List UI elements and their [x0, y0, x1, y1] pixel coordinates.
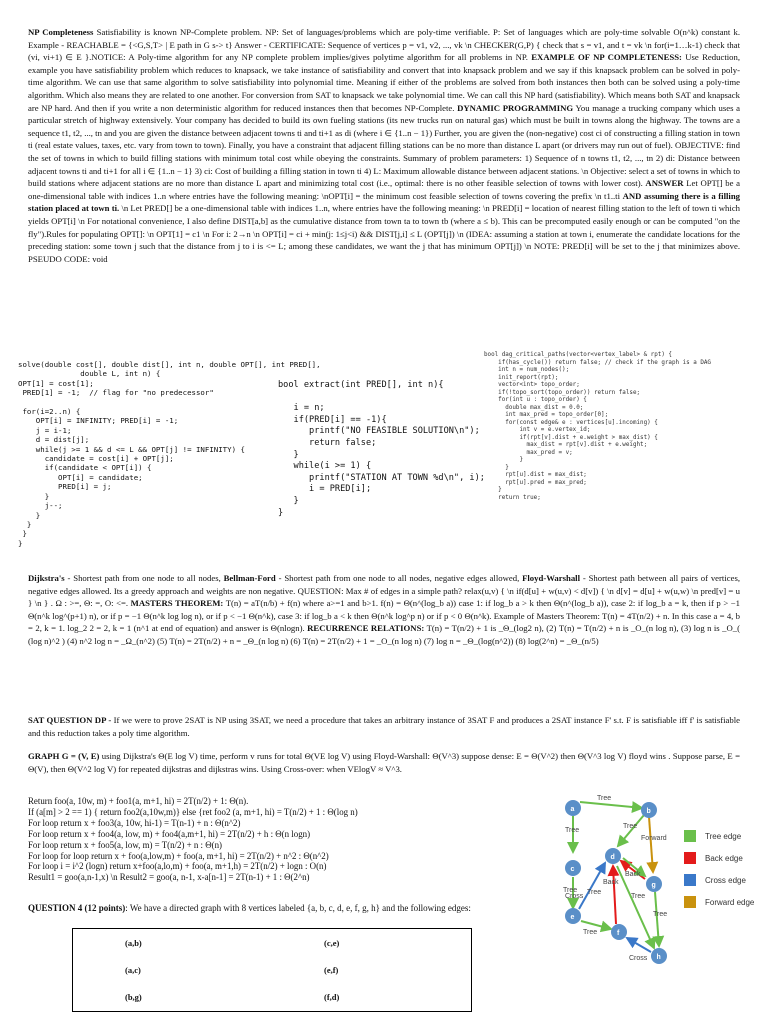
question-4-heading: QUESTION 4 (12 points): [28, 903, 126, 913]
solve-code-block: solve(double cost[], double dist[], int n, double OPT[], int PRED[], double L, int n) { OPT[1] = cost[1]; PRED[1] = -1; // flag for "no predecessor" for(i=2..n) { OPT[i] = INFINITY; PRED[i] = -1; j = i-1; d = dist[j]; while(j >= 1 && d <= L && OPT[j] != INFINITY) { candidate = cost[i] + OPT[j]; if(candidate < OPT[i]) { OPT[i] = candidate; PRED[i] = j; } j--; } } } }: [18, 360, 321, 548]
graph-text: using Dijkstra's Θ(E log V) time, perform v runs for total Θ(VE log V) using Floyd-Warshall: Θ(V^3) suppose dense: E = Θ(V^2) then Θ(V^3 log V) floyd wins . Suppose parse, E = Θ(V), then Θ(V^2 log V) for repeated dijkstras and dijkstras wins. Using Cross-over: when VElogV ≈ V^3.: [28, 751, 740, 774]
edge-label: Back: [625, 871, 641, 878]
recurrence-relations-heading: RECURRENCE RELATIONS:: [307, 623, 425, 634]
dijkstra-heading: Dijkstra's: [28, 573, 65, 583]
edge-cell: (a,b): [125, 937, 142, 948]
recurrence-line: For loop return x + foo4(a, low, m) + foo4(a,m+1, hi) = 2T(n/2) + h : Θ(n logn): [28, 828, 311, 839]
dp-body-3: You manage a trucking company which uses a particular stretch of highway extensively. Your company has decided to build its own fueling stations (its new trucks run on natural gas) which must be built in towns along the highway. The towns are a sequence t1, t2, ..., tn and you are given the distance between adjacent towns ti and ti+1 as di (where i ∈ {1..n − 1}) Further, you are given the (non-negative) cost ci of constructing a filling station in town ti (real estate values, taxes, etc. vary from town to town). Finally, you have a constraint that adjacent filling stations can be no more than distance L apart (or drivers may run out of fuel). OBJECTIVE: find the set of towns in which to build filling stations with minimum total cost while obeying the constraints. Summary of problem parameters: 1) Sequence of n towns t1, t2, ..., tn 2) di: Distance between adjacent towns ti and ti+1 for all i ∈ {1..n − 1} 3) ci: Cost of building a filling station in town ti 4) L: Maximum allowable distance between adjacent stations. \n Objective: select a set of towns in which to build stations where adjacent stations are no more than distance L apart and minimizing total cost (i.e., optimal: there is no other feasible selection of towns with lower cost).: [28, 102, 740, 189]
dfs-edge-classification-graph: [545, 786, 760, 970]
recurrence-line: If (a[m] > 2 == 1) { return foo2(a,10w,m)} else {ret foo2 (a, m+1, hi) = T(n/2) + 1 : Θ(log n): [28, 806, 358, 817]
graph-node-c: [565, 860, 581, 876]
table-row: [73, 983, 472, 1011]
edge-e-d: [579, 863, 605, 909]
legend-swatch-cross: [684, 874, 696, 886]
table-row: [73, 957, 472, 984]
graph-node-a: [565, 800, 581, 816]
edge-label: Forward: [641, 835, 667, 842]
legend-label-tree: Tree edge: [705, 832, 742, 841]
graph-node-d: [605, 848, 621, 864]
edge-a-b: [580, 802, 642, 808]
graph-legend: [684, 830, 755, 908]
graph-node-g: [646, 876, 662, 892]
edge-label: Tree: [565, 827, 580, 834]
recurrence-line: For loop return x + foo5(a, low, m) = T(n/2) + n : Θ(n): [28, 839, 222, 850]
dp-body-4: Let OPT[] be a one-dimensional table with indices 1..n where entries have the following meaning: \nOPT[i] = the minimum cost feasible selection of towns covering the prefix \n t1..ti: [28, 178, 740, 201]
edge-label: Tree: [597, 795, 612, 802]
svg-text:f: f: [617, 930, 620, 937]
legend-swatch-forward: [684, 896, 696, 908]
edge-cell: (f,d): [324, 992, 340, 1003]
algorithms-paragraph: [28, 572, 740, 712]
recurrence-relations-text: T(n) = T(n/2) + 1 is _Θ_(log2 n), (2) T(n) = T(n/2) + n is _O_(n log n), (3) log n is _O_( (log n)^2 ) (4) n^2 log n = _Ω_(n^2) (5) T(n) = 2T(n/2) + n = _Θ_(n log n) (6) T(n) = 2T(n/2) + 1 = _O_(n log n) (7) log n = _Θ_(log(n^2)) (8) log(2^n) = _Θ_(n/5): [28, 623, 740, 646]
edge-f-d: [613, 866, 616, 924]
question-4-text: : We have a directed graph with 8 vertices labeled {a, b, c, d, e, f, g, h} and the following edges:: [125, 903, 471, 913]
legend-label-cross: Cross edge: [705, 876, 746, 885]
edge-b-g: [649, 817, 653, 872]
legend-label-back: Back edge: [705, 854, 743, 863]
recurrence-list: [28, 796, 548, 883]
svg-text:e: e: [570, 914, 575, 921]
sat-paragraph: [28, 714, 740, 746]
sat-heading: SAT QUESTION DP -: [28, 715, 112, 725]
edge-g-h: [655, 892, 659, 946]
edge-h-f: [627, 938, 651, 952]
graph-node-h: [651, 948, 667, 964]
dynamic-programming-heading: DYNAMIC PROGRAMMING: [457, 102, 574, 113]
edge-label: Tree: [563, 887, 578, 894]
edge-cell: (e,f): [324, 964, 339, 975]
svg-text:d: d: [610, 854, 615, 861]
edge-cell: (b,g): [125, 992, 142, 1003]
edge-label: Tree: [631, 893, 646, 900]
answer-heading: ANSWER: [645, 178, 684, 189]
recurrence-line: Result1 = goo(a,n-1,x) \n Result2 = goo(a, n-1, x-a[n-1] = 2T(n-1) + 1 : Θ(2^n): [28, 872, 310, 883]
bellman-ford-text: - Shortest path from one node to all nodes, negative edges allowed,: [275, 573, 523, 583]
edge-e-f: [581, 921, 611, 929]
dag-critical-paths-code-block: bool dag_critical_paths(vector<vertex_label> & rpt) { if(has_cycle()) return false; // check if the graph is a DAG int n = num_nodes(); init_report(rpt); vector<int> topo_order; if(!topo_sort(topo_order)) return false; for(int u : topo_order) { double max_dist = 0.0; int max_pred = topo_order[0]; for(const edge& e : vertices[u].incoming) { int v = e.vertex_id; if(rpt[v].dist + e.weight > max_dist) { max_dist = rpt[v].dist + e.weight; max_pred = v; } } rpt[u].dist = max_dist; rpt[u].pred = max_pred; } return true;: [484, 352, 711, 501]
edge-label: Tree: [623, 823, 638, 830]
edge-label: Back: [603, 879, 619, 886]
edge-label: Tree: [653, 911, 668, 918]
np-body-1: Satisfiability is known NP-Complete problem. NP: Set of languages/problems which are poly-time verifiable. P: Set of languages which are poly-time solvable O(n^k) constant k. Example - REACHABLE = {<G,S,T> | E path in G s-> t} Answer - CERTIFICATE: Sequence of vertices p = v1, v2, ..., vk \n CHECKER(G,P) { check that s = v1, and t = vk \n for(i=1…k-1) check that (vi, vi+1) ∈ E }.NOTICE: A Poly-time algorithm for any NP complete problem implies/gives polytime algorithm for all problems in NP.: [28, 27, 740, 63]
sat-text: If we were to prove 2SAT is NP using 3SAT, we need a procedure that takes an arbitrary instance of 3SAT F and produces a 2SAT instance F' s.t. F is satisfiable iff f' is satisfiable and this reduction takes a poly time algorithm.: [28, 715, 740, 738]
floyd-warshall-text: - Shortest path between all pairs of vertices, negative edges allowed. Its a greedy approach and weights are non negative. QUESTION: Max # of edges in a simple path? relax(u,v) { \n if(d[u] + w(u,v) < d[v]) { \n d[v] = d[u] + w(u,w) \n pred[v] = u } \n } . Ω : >=, Θ: =, O: <=.: [28, 573, 740, 609]
svg-text:h: h: [656, 954, 661, 961]
graph-node-e: [565, 908, 581, 924]
edge-cell: (a,c): [125, 964, 141, 975]
edge-label: Tree: [583, 929, 598, 936]
svg-text:b: b: [646, 808, 651, 815]
graph-node-f: [611, 924, 627, 940]
np-example-heading: EXAMPLE OF NP COMPLETENESS:: [531, 52, 682, 63]
edge-table: [72, 928, 472, 1012]
legend-label-forward: Forward edge: [705, 898, 755, 907]
np-dp-paragraph: [28, 26, 740, 332]
assume-heading: AND assuming there is a filling station placed at town ti.: [28, 190, 740, 214]
edge-label: Cross: [629, 955, 648, 962]
dijkstra-text: - Shortest path from one node to all nodes,: [64, 573, 224, 583]
graph-node-b: [641, 802, 657, 818]
graph-heading: GRAPH G = (V, E): [28, 751, 100, 761]
np-body-2: Use Reduction, example you have satisfiability problem which reduces to knapsack, we take instance of satisfiability and convert that into knapsack problem and we say if this knapsack problem can be solved in poly-time algorithm. We can use that same algorithm to solve satisfiability into polynomial time. Meaning if either of the problems are solved from both instances then both can be solved using a poly-time algorithm. Which also means they are related to one another. For conversion from SAT to knapsack we take polynomial time. We can call this NP hard (satisfiability). Which means both SAT and knapsack are NP hard. And then if you write a non deterministic algorithm for reduced instances then that becomes NP-Complete.: [28, 52, 740, 113]
edge-label: Tree: [587, 889, 602, 896]
masters-theorem-text: T(n) = aT(n/b) + f(n) where a>=1 and b>1. f(n) = Θ(n^(log_b a)) case 1: if log_b a > k then Θ(n^(log_b a)), case 2: if log_b a = k, then if p > −1 Θ(n^k log^(p+1) n), or if p = −1 Θ(n^k log log n), or if p < −1 Θ(n^k), case 3: if log_b a < k then Θ(n^k log^p n) or if p < 0 Θ(n^k). Example of Masters Theorem: T(n) = 4T(n/2) + n. In this case a = 4, b = 2, k = 1. log_2 2 = 2, k = 1 (n^1 at end of equation) and answer is Θ(nlogn).: [28, 598, 740, 634]
table-row: [73, 929, 472, 957]
masters-theorem-heading: MASTERS THEOREM:: [130, 598, 224, 609]
recurrence-line: For loop return x + foo3(a, 10w, hi-1) = T(n-1) + n : Θ(n^2): [28, 817, 241, 828]
edge-label: Cross: [565, 893, 584, 900]
recurrence-line: Return foo(a, 10w, m) + foo1(a, m+1, hi) = 2T(n/2) + 1: Θ(n).: [28, 796, 249, 806]
svg-text:g: g: [651, 882, 656, 889]
legend-swatch-tree: [684, 830, 696, 842]
floyd-warshall-heading: Floyd-Warshall: [522, 573, 581, 583]
svg-text:a: a: [570, 806, 575, 813]
svg-text:c: c: [570, 866, 575, 873]
legend-swatch-back: [684, 852, 696, 864]
dp-body-5: \n Let PRED[] be a one-dimensional table with indices 1..n, where entries have the following meaning: \n PRED[i] = location of nearest filling station to the left of town ti which yields OPT[i] \n For notational convenience, I also define DIST[a,b] as the cumulative distance from town ta to town tb (where a ≤ b). This can be precomputed easily enough or can be computed "on the fly").Rules for populating OPT[]: \n OPT[1] = c1 \n For i: 2→n \n OPT[i] = ci + min(j: 1≤j<i) && DIST[j,i] ≤ L (OPT[j]) \n (IDEA: assuming a station at town i, enumerate the candidate locations for the preceding station: some town j such that the distance from j to i is <= L; among these candidates, we want the j that has minimum OPT[j]) \n NOTE: PRED[i] will be set to the j that minimizes above. PSEUDO CODE: void: [28, 203, 740, 264]
edge-cell: (c,e): [324, 937, 340, 948]
extract-code-block: bool extract(int PRED[], int n){ i = n; if(PRED[i] == -1){ printf("NO FEASIBLE SOLUTION\n"); return false; } while(i >= 1) { printf("STATION AT TOWN %d\n", i); i = PRED[i]; } }: [278, 380, 485, 518]
recurrence-line: For loop i = i^2 (logn) return x+foo(a,lo,m) + foo(a, m+1,h) = 2T(n/2) + logn : O(n): [28, 861, 327, 872]
bellman-ford-heading: Bellman-Ford: [223, 573, 276, 583]
recurrence-line: For loop for loop return x + foo(a,low,m) + foo(a, m+1, hi) = 2T(n/2) + n^2 : Θ(n^2): [28, 850, 329, 861]
np-completeness-heading: NP Completeness: [28, 27, 94, 37]
question-4: [28, 903, 548, 913]
